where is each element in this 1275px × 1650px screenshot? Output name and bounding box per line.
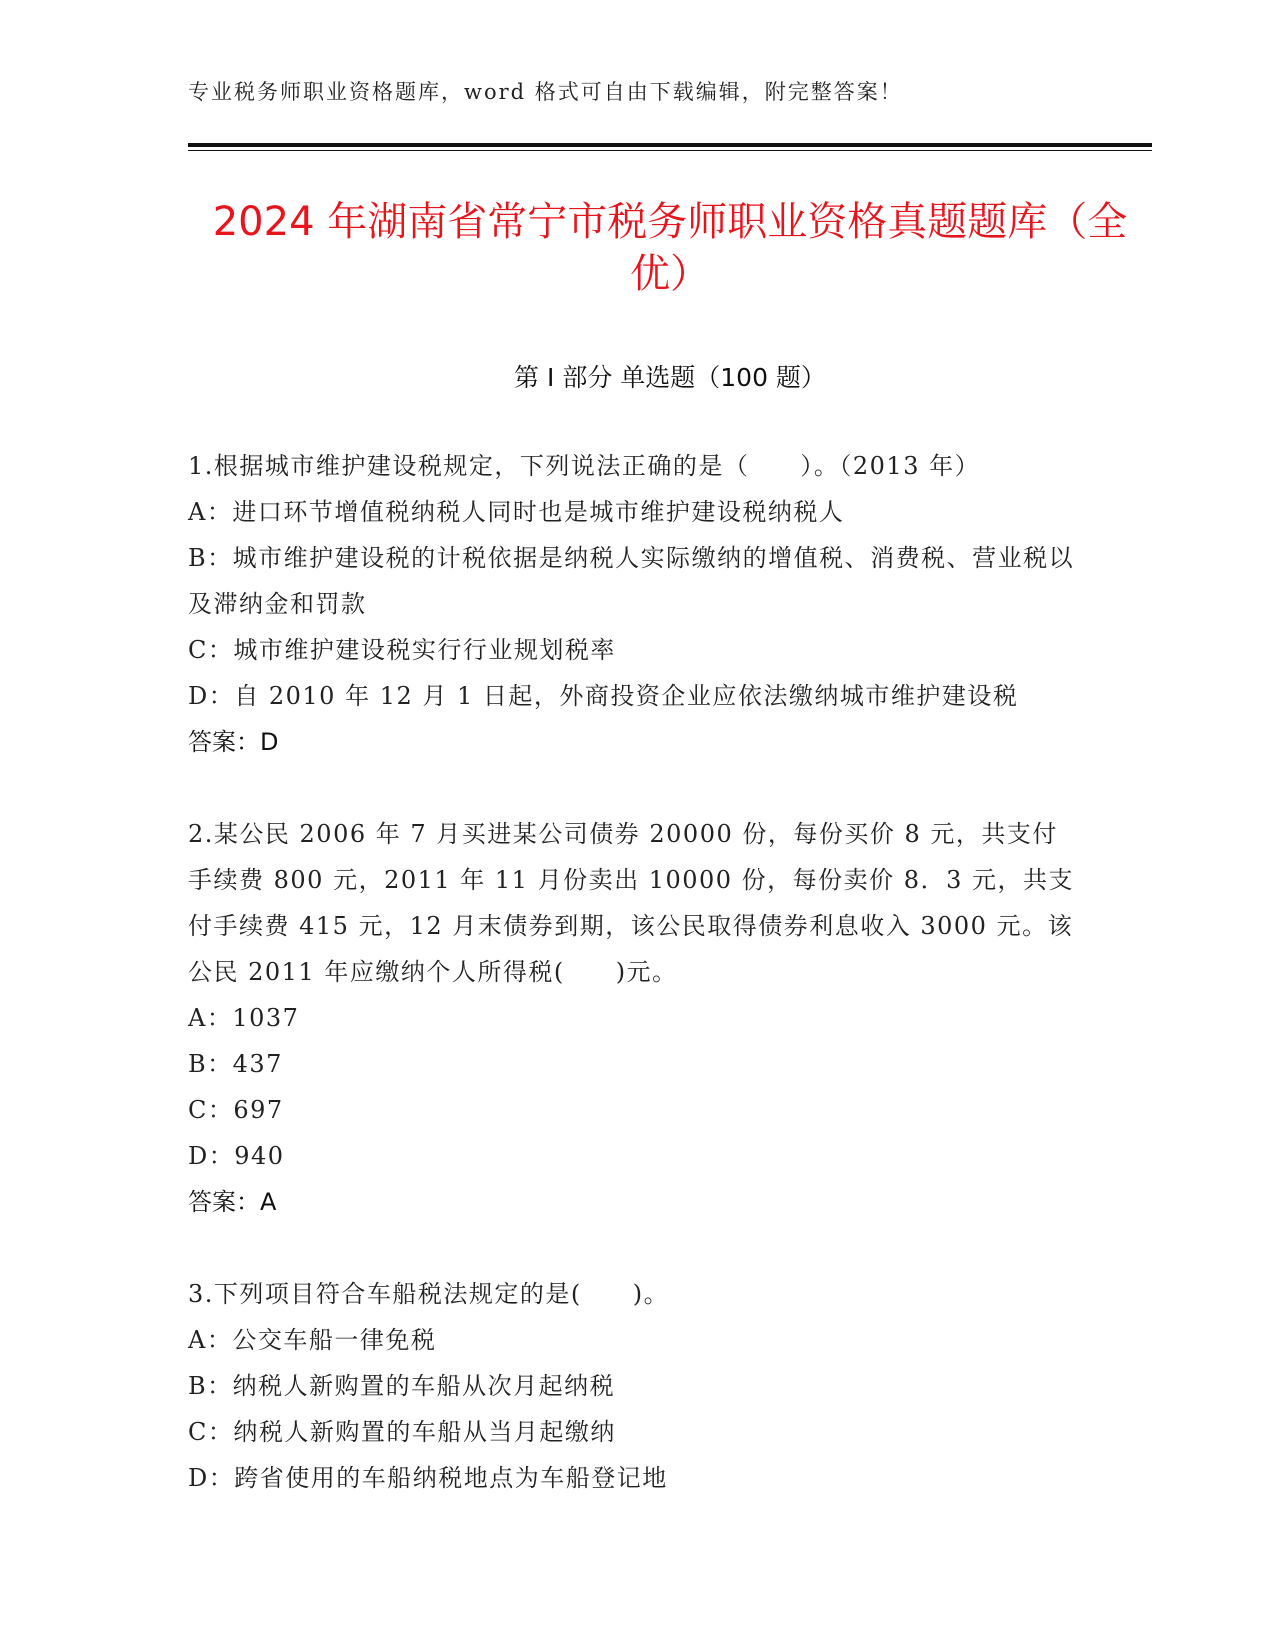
answer: 答案：A	[188, 1188, 277, 1216]
option-d: D：跨省使用的车船纳税地点为车船登记地	[188, 1464, 668, 1492]
question-1	[188, 443, 1078, 765]
option-c: C：697	[188, 1096, 284, 1124]
option-d: D：940	[188, 1142, 285, 1170]
header-rule-thin	[188, 150, 1152, 151]
option-a: A：1037	[188, 1004, 300, 1032]
header-rule	[188, 143, 1152, 147]
option-b: B：437	[188, 1050, 283, 1078]
option-c: C：城市维护建设税实行行业规划税率	[188, 636, 616, 664]
question-stem: 1.根据城市维护建设税规定，下列说法正确的是（ ）。（2013 年）	[188, 452, 981, 480]
question-3	[188, 1271, 1078, 1501]
question-stem: 2.某公民 2006 年 7 月买进某公司债券 20000 份，每份买价 8 元，共支付手续费 800 元，2011 年 11 月份卖出 10000 份，每份卖价 8．3 元，共支付手续费 415 元，12 月末债券到期，该公民取得债券利息收入 3000 元。该公民 2011 年应缴纳个人所得税( )元。	[188, 820, 1074, 986]
option-b: B：纳税人新购置的车船从次月起纳税	[188, 1372, 616, 1400]
option-d: D：自 2010 年 12 月 1 日起，外商投资企业应依法缴纳城市维护建设税	[188, 682, 1019, 710]
answer: 答案：D	[188, 728, 279, 756]
header-note: 专业税务师职业资格题库，word 格式可自由下载编辑，附完整答案！	[188, 80, 903, 104]
option-c: C：纳税人新购置的车船从当月起缴纳	[188, 1418, 616, 1446]
section-title: 第 I 部分 单选题（100 题）	[514, 363, 826, 392]
document-title: 2024 年湖南省常宁市税务师职业资格真题题库（全优）	[212, 199, 1128, 297]
question-list	[188, 443, 1078, 1547]
option-a: A：公交车船一律免税	[188, 1326, 437, 1354]
option-b: B：城市维护建设税的计税依据是纳税人实际缴纳的增值税、消费税、营业税以及滞纳金和罚款	[188, 544, 1075, 618]
question-2	[188, 811, 1078, 1225]
option-a: A：进口环节增值税纳税人同时也是城市维护建设税纳税人	[188, 498, 845, 526]
question-stem: 3.下列项目符合车船税法规定的是( )。	[188, 1280, 670, 1308]
